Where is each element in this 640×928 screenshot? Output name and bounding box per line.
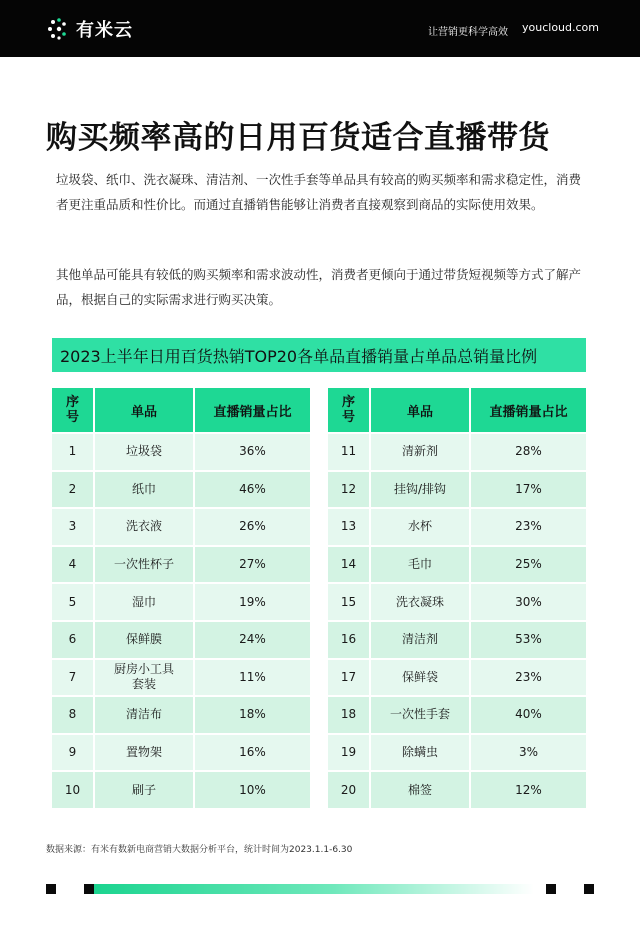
rank-cell: 11 bbox=[328, 434, 369, 470]
item-cell: 清新剂 bbox=[371, 434, 469, 470]
table-row bbox=[52, 622, 310, 658]
item-cell: 水杯 bbox=[371, 509, 469, 545]
page-title: 购买频率高的日用百货适合直播带货 bbox=[46, 120, 550, 156]
header-share: 直播销量占比 bbox=[471, 388, 586, 432]
rank-cell: 6 bbox=[52, 622, 93, 658]
table-row bbox=[328, 735, 586, 771]
item-cell: 一次性杯子 bbox=[95, 547, 193, 583]
share-cell: 12% bbox=[471, 772, 586, 808]
rank-cell: 12 bbox=[328, 472, 369, 508]
footer-square-mid bbox=[546, 884, 556, 894]
share-cell: 3% bbox=[471, 735, 586, 771]
share-cell: 46% bbox=[195, 472, 310, 508]
rank-cell: 7 bbox=[52, 660, 93, 696]
rank-cell: 5 bbox=[52, 584, 93, 620]
footer-square-left bbox=[46, 884, 56, 894]
header-slogan: 让营销更科学高效 bbox=[428, 27, 508, 38]
header-rank: 序 号 bbox=[52, 388, 93, 432]
rank-cell: 18 bbox=[328, 697, 369, 733]
share-cell: 19% bbox=[195, 584, 310, 620]
item-cell: 挂钩/排钩 bbox=[371, 472, 469, 508]
table-row bbox=[328, 772, 586, 808]
item-cell: 置物架 bbox=[95, 735, 193, 771]
rank-cell: 1 bbox=[52, 434, 93, 470]
secondary-paragraph: 其他单品可能具有较低的购买频率和需求波动性，消费者更倾向于通过带货短视频等方式了解产品，根据自己的实际需求进行购买决策。 bbox=[56, 267, 582, 307]
table-row bbox=[52, 509, 310, 545]
item-cell: 清洁剂 bbox=[371, 622, 469, 658]
rank-cell: 3 bbox=[52, 509, 93, 545]
item-cell: 保鲜袋 bbox=[371, 660, 469, 696]
table-header-row bbox=[52, 388, 310, 432]
table-row bbox=[328, 660, 586, 696]
table-row bbox=[328, 584, 586, 620]
header-item: 单品 bbox=[371, 388, 469, 432]
table-title: 2023上半年日用百货热销TOP20各单品直播销量占单品总销量比例 bbox=[60, 347, 538, 366]
share-cell: 25% bbox=[471, 547, 586, 583]
table-row bbox=[328, 472, 586, 508]
table-row bbox=[52, 434, 310, 470]
item-cell: 洗衣凝珠 bbox=[371, 584, 469, 620]
rank-cell: 17 bbox=[328, 660, 369, 696]
rank-cell: 15 bbox=[328, 584, 369, 620]
item-cell: 厨房小工具 套装 bbox=[95, 660, 193, 696]
table-row bbox=[52, 472, 310, 508]
share-cell: 24% bbox=[195, 622, 310, 658]
table-header-row bbox=[328, 388, 586, 432]
item-cell: 保鲜膜 bbox=[95, 622, 193, 658]
share-cell: 26% bbox=[195, 509, 310, 545]
rank-cell: 8 bbox=[52, 697, 93, 733]
rank-cell: 16 bbox=[328, 622, 369, 658]
item-cell: 纸巾 bbox=[95, 472, 193, 508]
item-cell: 清洁布 bbox=[95, 697, 193, 733]
rank-cell: 10 bbox=[52, 772, 93, 808]
share-cell: 18% bbox=[195, 697, 310, 733]
table-row bbox=[328, 622, 586, 658]
table-row bbox=[52, 547, 310, 583]
brand-logo[interactable] bbox=[46, 16, 133, 42]
header-domain-link[interactable]: youcloud.com bbox=[522, 21, 599, 34]
share-cell: 16% bbox=[195, 735, 310, 771]
item-cell: 一次性手套 bbox=[371, 697, 469, 733]
rank-cell: 14 bbox=[328, 547, 369, 583]
ranking-table-right bbox=[326, 386, 588, 810]
share-cell: 40% bbox=[471, 697, 586, 733]
item-cell: 洗衣液 bbox=[95, 509, 193, 545]
rank-cell: 9 bbox=[52, 735, 93, 771]
logo-icon bbox=[46, 17, 70, 41]
item-cell: 毛巾 bbox=[371, 547, 469, 583]
table-body-left bbox=[52, 434, 310, 808]
table-row bbox=[328, 697, 586, 733]
share-cell: 30% bbox=[471, 584, 586, 620]
share-cell: 27% bbox=[195, 547, 310, 583]
item-cell: 垃圾袋 bbox=[95, 434, 193, 470]
share-cell: 17% bbox=[471, 472, 586, 508]
data-source-note: 数据来源：有米有数新电商营销大数据分析平台，统计时间为2023.1.1-6.30 bbox=[46, 845, 353, 855]
brand-name: 有米云 bbox=[76, 20, 133, 41]
item-cell: 刷子 bbox=[95, 772, 193, 808]
footer-gradient-bar bbox=[84, 884, 534, 894]
table-row bbox=[52, 584, 310, 620]
footer-square-right bbox=[584, 884, 594, 894]
rank-cell: 19 bbox=[328, 735, 369, 771]
table-row bbox=[52, 697, 310, 733]
table-row bbox=[52, 772, 310, 808]
share-cell: 10% bbox=[195, 772, 310, 808]
rank-cell: 2 bbox=[52, 472, 93, 508]
table-row bbox=[328, 509, 586, 545]
rank-cell: 13 bbox=[328, 509, 369, 545]
header-item: 单品 bbox=[95, 388, 193, 432]
item-cell: 棉签 bbox=[371, 772, 469, 808]
header-rank: 序 号 bbox=[328, 388, 369, 432]
top-bar bbox=[0, 0, 640, 57]
share-cell: 28% bbox=[471, 434, 586, 470]
table-row bbox=[52, 735, 310, 771]
header-share: 直播销量占比 bbox=[195, 388, 310, 432]
share-cell: 23% bbox=[471, 509, 586, 545]
table-row bbox=[328, 434, 586, 470]
intro-paragraph: 垃圾袋、纸巾、洗衣凝珠、清洁剂、一次性手套等单品具有较高的购买频率和需求稳定性，消费者更注重品质和性价比。而通过直播销售能够让消费者直接观察到商品的实际使用效果。 bbox=[56, 172, 582, 212]
item-cell: 除螨虫 bbox=[371, 735, 469, 771]
share-cell: 36% bbox=[195, 434, 310, 470]
rank-cell: 20 bbox=[328, 772, 369, 808]
share-cell: 11% bbox=[195, 660, 310, 696]
item-cell: 湿巾 bbox=[95, 584, 193, 620]
table-row bbox=[52, 660, 310, 696]
table-title-banner bbox=[52, 338, 586, 372]
share-cell: 53% bbox=[471, 622, 586, 658]
share-cell: 23% bbox=[471, 660, 586, 696]
table-row bbox=[328, 547, 586, 583]
ranking-table-left bbox=[50, 386, 312, 810]
table-body-right bbox=[328, 434, 586, 808]
rank-cell: 4 bbox=[52, 547, 93, 583]
